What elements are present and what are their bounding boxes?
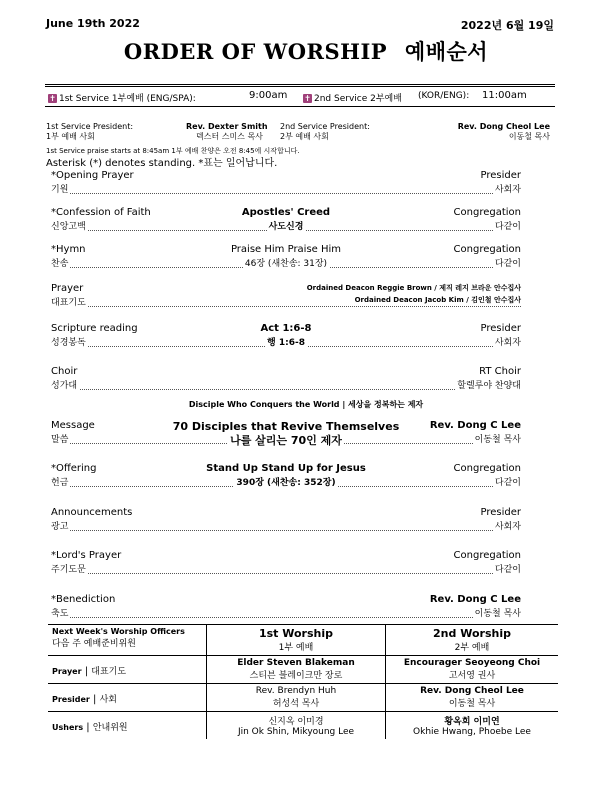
- order-item-leader-kr: 다같이: [493, 475, 521, 488]
- officer-role-cell: Ushers | 안내위원: [48, 712, 207, 740]
- order-item-label: Prayer: [51, 283, 84, 294]
- second-president-label-kr: 2부 예배 사회: [280, 132, 329, 141]
- officers-header-row: [48, 625, 558, 656]
- order-item-title-kr: [284, 606, 288, 616]
- order-item-label: Choir: [51, 366, 78, 377]
- title-korean: 예배순서: [404, 39, 489, 64]
- officer-role: Prayer: [52, 667, 82, 676]
- first-president-label: 1st Service President:: [46, 122, 134, 131]
- officer-role-cell: Prayer | 대표기도: [48, 656, 207, 684]
- officer-first-kr: Jin Ok Shin, Mikyoung Lee: [237, 727, 355, 737]
- order-item-leader-kr: 할렐루야 찬양대: [455, 378, 521, 391]
- order-item-label-kr: 기원: [51, 182, 70, 195]
- second-president-label: 2nd Service President:: [280, 122, 370, 131]
- officer-role-kr: 사회: [99, 695, 117, 705]
- order-item-sub: [51, 335, 521, 347]
- second-service-time: 11:00am: [482, 90, 527, 101]
- date-english: June 19th 2022: [46, 17, 140, 30]
- officer-second: Encourager Seoyeong Choi: [403, 658, 541, 668]
- first-president-kr: 덱스터 스미스 목사: [196, 132, 263, 141]
- order-item-title: Stand Up Stand Up for Jesus: [206, 463, 366, 474]
- officer-second-cell: [386, 656, 559, 684]
- officer-role-cell: Presider | 사회: [48, 684, 207, 712]
- order-item-leader: Presider: [480, 507, 521, 518]
- order-item-leader-kr: Ordained Deacon Jacob Kim / 김인철 안수집사: [354, 296, 521, 304]
- order-item-label: *Confession of Faith: [51, 207, 151, 218]
- first-service-time: 9:00am: [249, 90, 288, 101]
- officer-second-kr: 이동철 목사: [448, 699, 496, 709]
- second-service-lang: (KOR/ENG):: [418, 91, 470, 101]
- officer-second-kr: Okhie Hwang, Phoebe Lee: [413, 727, 531, 737]
- order-item-sub: [51, 295, 521, 307]
- officer-first-cell: [207, 684, 386, 712]
- order-item-label: Message: [51, 420, 95, 431]
- header-rule: [45, 84, 555, 87]
- order-item-label-kr: 광고: [51, 519, 70, 532]
- order-item-leader: Presider: [480, 170, 521, 181]
- officer-second: Rev. Dong Cheol Lee: [420, 686, 524, 696]
- order-item-title-kr: [284, 562, 288, 572]
- order-item-leader-kr: 이동철 목사: [473, 432, 521, 445]
- order-item-title-kr: 46장 (새찬송: 31장): [244, 259, 328, 269]
- officer-first-cell: [207, 712, 386, 740]
- order-item-title-kr: 사도신경: [268, 222, 304, 232]
- officers-col1: 1st Worship: [258, 627, 334, 640]
- order-item-title-kr: 나를 살리는 70인 제자: [230, 434, 342, 447]
- date-korean: 2022년 6월 19일: [460, 19, 554, 32]
- order-item-label-kr: 축도: [51, 606, 70, 619]
- second-president: Rev. Dong Cheol Lee: [457, 122, 550, 131]
- officer-role-kr: 안내위원: [92, 723, 128, 733]
- first-service-line: [48, 91, 196, 104]
- officers-row: [48, 712, 558, 740]
- order-item-sub: [51, 219, 521, 231]
- order-item-title-kr: 행 1:6-8: [267, 338, 305, 348]
- order-item-label-kr: 성경봉독: [51, 335, 88, 348]
- officers-heading-cell: [48, 625, 207, 656]
- officer-role: Presider: [52, 695, 90, 704]
- order-item-leader-kr: 사회자: [493, 182, 521, 195]
- order-item-label-kr: 말씀: [51, 432, 70, 445]
- order-item-label: *Benediction: [51, 594, 116, 605]
- order-item-leader-kr: 사회자: [493, 335, 521, 348]
- cross-icon: ✝: [49, 94, 56, 103]
- officers-col2-cell: [386, 625, 559, 656]
- order-item-title-kr: [284, 378, 288, 388]
- officer-first: Rev. Brendyn Huh: [255, 686, 337, 696]
- officer-role: Ushers: [52, 723, 84, 732]
- officers-table: [48, 624, 558, 739]
- order-item-title-kr: [284, 295, 288, 305]
- order-item-label-kr: 성가대: [51, 378, 79, 391]
- order-item-label: *Opening Prayer: [51, 170, 134, 181]
- order-item-leader: Congregation: [453, 550, 521, 561]
- order-item-title-kr: [284, 182, 288, 192]
- order-item-sub: [51, 182, 521, 194]
- officers-col2: 2nd Worship: [433, 627, 511, 640]
- sermon-series: Disciple Who Conquers the World | 세상을 정복하는 제자: [188, 400, 424, 409]
- order-item-label-kr: 신앙고백: [51, 219, 88, 232]
- order-item-sub: [51, 606, 521, 618]
- order-item-leader-kr: 다같이: [493, 562, 521, 575]
- officer-role-kr: 대표기도: [91, 667, 127, 677]
- order-item-title: Act 1:6-8: [260, 323, 312, 334]
- order-item-label: Announcements: [51, 507, 133, 518]
- order-item-leader: Rev. Dong C Lee: [429, 420, 521, 431]
- order-item-label: *Lord's Prayer: [51, 550, 122, 561]
- officers-col2-kr: 2부 예배: [454, 643, 490, 653]
- order-item-label-kr: 대표기도: [51, 295, 88, 308]
- order-item-leader: Congregation: [453, 244, 521, 255]
- order-item-label: Scripture reading: [51, 323, 138, 334]
- order-item-leader: Congregation: [453, 463, 521, 474]
- officers-heading-kr: 다음 주 예배준비위원: [52, 639, 136, 649]
- praise-note: 1st Service praise starts at 8:45am 1부 예배 찬양은 오전 8:45에 시작합니다.: [46, 147, 300, 155]
- order-item-sub: [51, 378, 521, 390]
- order-item-sub: [51, 256, 521, 268]
- order-item-label-kr: 헌금: [51, 475, 70, 488]
- second-president-kr: 이동철 목사: [508, 132, 550, 141]
- officer-first-kr: 허성석 목사: [272, 699, 320, 709]
- first-service-label: 1st Service 1부예배 (ENG/SPA):: [59, 94, 196, 104]
- order-item-title: 70 Disciples that Revive Themselves: [172, 420, 400, 433]
- order-item-sub: [51, 519, 521, 531]
- page-title: [0, 36, 612, 66]
- second-service-line: [303, 91, 402, 104]
- order-item-label-kr: 찬송: [51, 256, 70, 269]
- order-item-leader: RT Choir: [479, 366, 521, 377]
- order-item-title-kr: [284, 519, 288, 529]
- officers-col1-kr: 1부 예배: [278, 643, 314, 653]
- order-item-leader: Rev. Dong C Lee: [429, 594, 521, 605]
- order-item-label: *Offering: [51, 463, 97, 474]
- second-service-label: 2nd Service 2부예배: [314, 94, 402, 104]
- officers-body: [48, 656, 558, 740]
- order-item-sub: [51, 475, 521, 487]
- officer-first-kr: 스티븐 블레이크만 장로: [249, 671, 343, 681]
- first-president: Rev. Dexter Smith: [186, 122, 268, 131]
- cross-icon: ✝: [304, 94, 311, 103]
- order-item-sub: [51, 562, 521, 574]
- officer-second-cell: [386, 684, 559, 712]
- officers-row: [48, 656, 558, 684]
- order-item-label: *Hymn: [51, 244, 86, 255]
- officer-second: 황옥희 이미연: [444, 717, 500, 727]
- order-item-leader: Presider: [480, 323, 521, 334]
- services-rule: [45, 106, 555, 107]
- first-president-label-kr: 1부 예배 사회: [46, 132, 95, 141]
- order-item-title-kr: 390장 (새찬송: 352장): [236, 478, 336, 488]
- order-item-leader-kr: 이동철 목사: [473, 606, 521, 619]
- order-item-sub: [51, 432, 521, 447]
- asterisk-note: Asterisk (*) denotes standing. *표는 일어납니다.: [46, 158, 278, 169]
- order-item-leader: Congregation: [453, 207, 521, 218]
- officer-first: Elder Steven Blakeman: [237, 658, 355, 668]
- officer-second-kr: 고서영 권사: [448, 671, 496, 681]
- order-item-leader-kr: 다같이: [493, 256, 521, 269]
- officers-heading: Next Week's Worship Officers: [52, 627, 185, 636]
- order-item-title: Apostles' Creed: [241, 207, 331, 218]
- order-item-title: Praise Him Praise Him: [230, 244, 342, 255]
- officers-col1-cell: [207, 625, 386, 656]
- officer-second-cell: [386, 712, 559, 740]
- order-item-leader: Ordained Deacon Reggie Brown / 제직 레지 브라운 안수집사: [306, 284, 521, 292]
- order-item-leader-kr: 다같이: [493, 219, 521, 232]
- officer-first-cell: [207, 656, 386, 684]
- title-english: ORDER OF WORSHIP: [123, 39, 388, 64]
- officers-row: [48, 684, 558, 712]
- officer-first: 신지옥 이미경: [268, 717, 324, 727]
- order-item-leader-kr: 사회자: [493, 519, 521, 532]
- order-item-label-kr: 주기도문: [51, 562, 88, 575]
